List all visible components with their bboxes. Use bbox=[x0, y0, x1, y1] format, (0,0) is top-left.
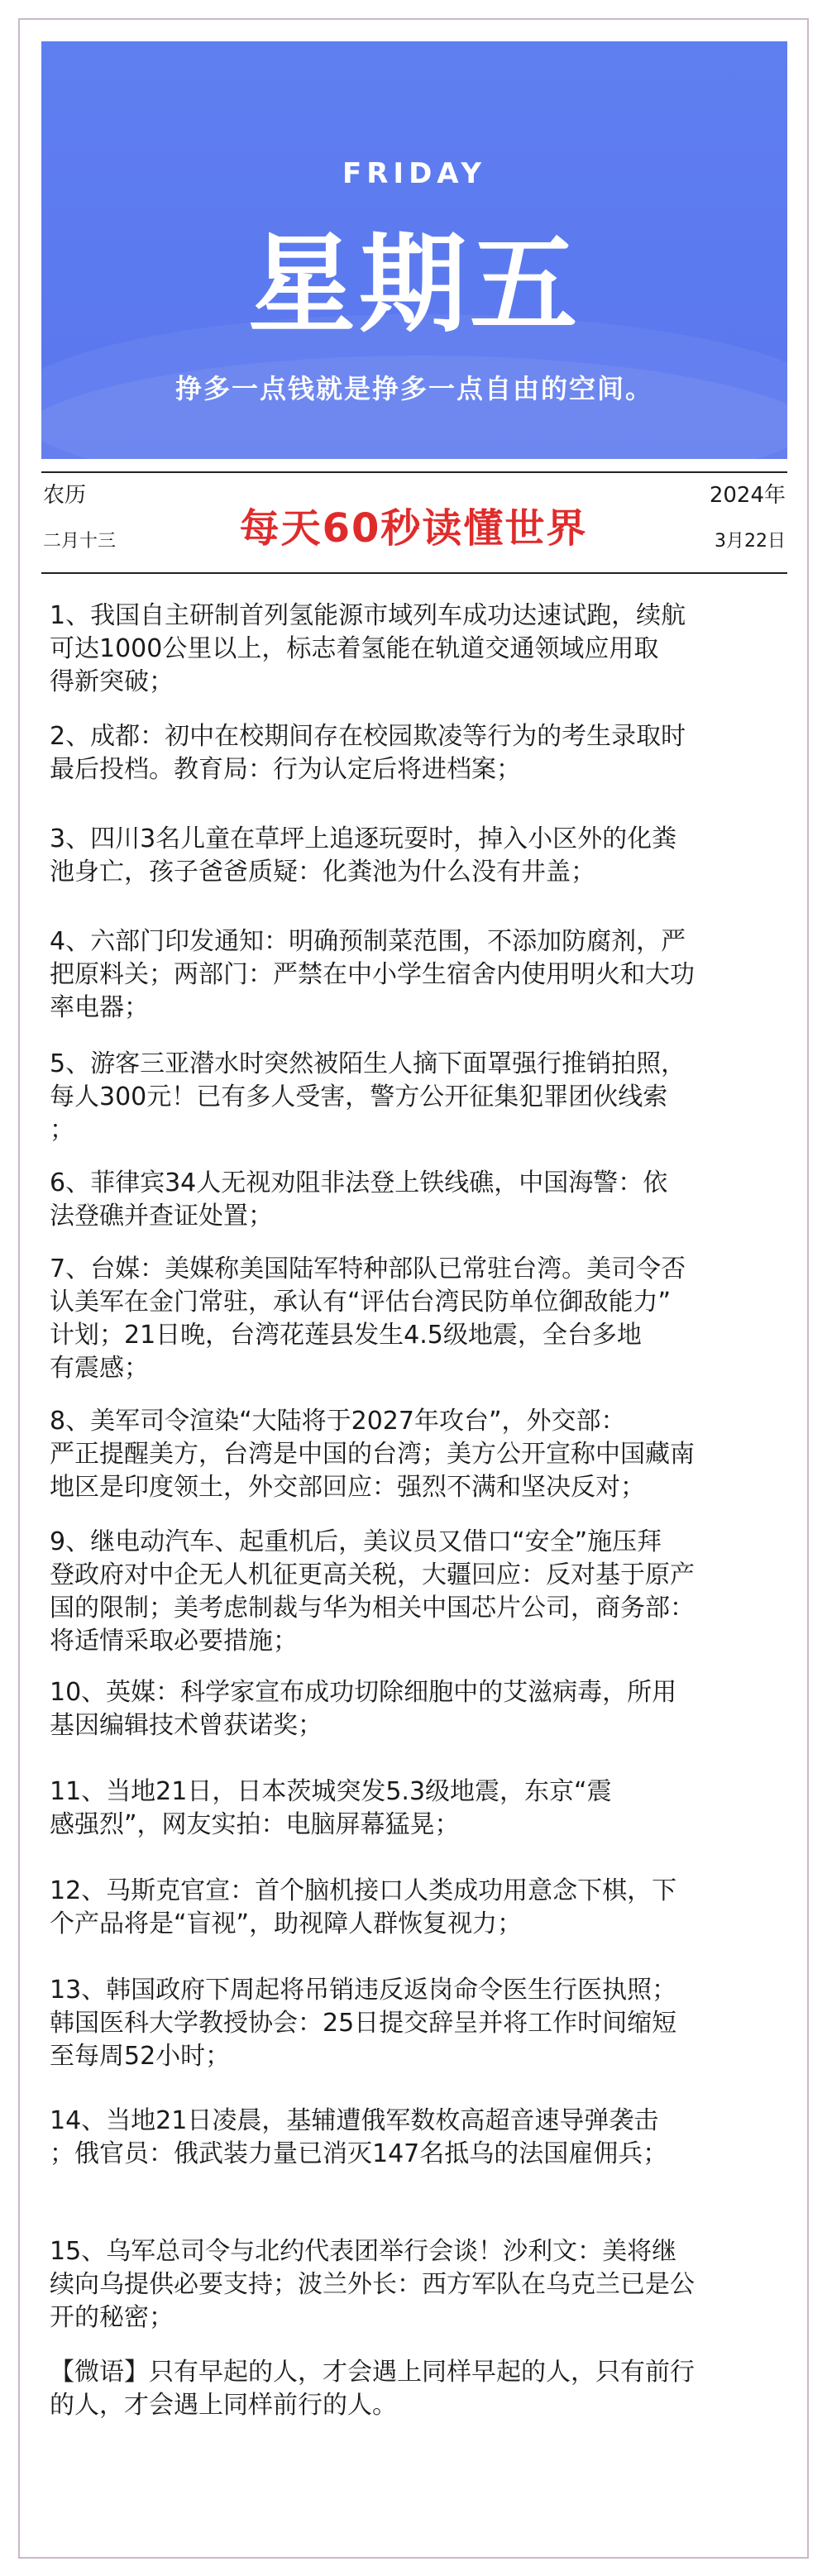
header-bottom-rule bbox=[41, 572, 787, 574]
news-item: 10、英媒：科学家宣布成功切除细胞中的艾滋病毒，所用 基因编辑技术曾获诺奖； bbox=[50, 1678, 677, 1740]
page-title: 每天60秒读懂世界 bbox=[239, 505, 588, 552]
news-item: 15、乌军总司令与北约代表团举行会谈！沙利文：美将继 续向乌提供必要支持；波兰外长：西方军队在乌克兰已是公 开的秘密； bbox=[50, 2237, 695, 2332]
day-banner bbox=[41, 41, 787, 459]
year-label: 2024年 bbox=[709, 483, 786, 508]
news-list bbox=[50, 600, 802, 2422]
news-item: 1、我国自主研制首列氢能源市域列车成功达速试跑，续航 可达1000公里以上，标志着氢能在轨道交通领域应用取 得新突破； bbox=[50, 601, 686, 696]
news-item: 8、美军司令渲染“大陆将于2027年攻台”，外交部： 严正提醒美方，台湾是中国的台湾；美方公开宣称中国藏南 地区是印度领土，外交部回应：强烈不满和坚决反对； bbox=[50, 1407, 695, 1502]
lunar-calendar-label: 农历 bbox=[43, 483, 87, 508]
weekday-chinese: 星期五 bbox=[247, 222, 581, 347]
news-item: 2、成都：初中在校期间存在校园欺凌等行为的考生录取时 最后投档。教育局：行为认定后将进档案； bbox=[50, 722, 686, 784]
news-item: 5、游客三亚潜水时突然被陌生人摘下面罩强行推销拍照， 每人300元！已有多人受害，警方公开征集犯罪团伙线索 ； bbox=[50, 1049, 686, 1145]
month-day-label: 3月22日 bbox=[715, 531, 786, 552]
daily-quote: 【微语】只有早起的人，才会遇上同样早起的人，只有前行 的人，才会遇上同样前行的人。 bbox=[50, 2358, 695, 2420]
lunar-date: 二月十三 bbox=[43, 531, 117, 552]
header-top-rule bbox=[41, 471, 787, 473]
news-item: 6、菲律宾34人无视劝阻非法登上铁线礁，中国海警：依 法登礁并查证处置； bbox=[50, 1169, 668, 1231]
news-item: 4、六部门印发通知：明确预制菜范围，不添加防腐剂，严 把原料关；两部门：严禁在中小学生宿舍内使用明火和大功 率电器； bbox=[50, 927, 695, 1022]
news-item: 13、韩国政府下周起将吊销违反返岗命令医生行医执照； 韩国医科大学教授协会：25日提交辞呈并将工作时间缩短 至每周52小时； bbox=[50, 1976, 677, 2071]
news-item: 3、四川3名儿童在草坪上追逐玩耍时，掉入小区外的化粪 池身亡，孩子爸爸质疑：化粪池为什么没有井盖； bbox=[50, 824, 677, 887]
banner-slogan: 挣多一点钱就是挣多一点自由的空间。 bbox=[174, 373, 653, 404]
news-item: 12、马斯克官宣：首个脑机接口人类成功用意念下棋，下 个产品将是“盲视”，助视障人群恢复视力； bbox=[50, 1876, 677, 1938]
weekday-english: FRIDAY bbox=[342, 157, 486, 190]
news-item: 9、继电动汽车、起重机后，美议员又借口“安全”施压拜 登政府对中企无人机征更高关税，大疆回应：反对基于原产 国的限制；美考虑制裁与华为相关中国芯片公司，商务部： 将适情采取必要措施； bbox=[50, 1527, 695, 1656]
news-item: 11、当地21日，日本茨城突发5.3级地震，东京“震 感强烈”，网友实拍：电脑屏幕猛晃； bbox=[50, 1777, 612, 1839]
news-item: 7、台媒：美媒称美国陆军特种部队已常驻台湾。美司令否 认美军在金门常驻，承认有“评估台湾民防单位御敌能力” 计划；21日晚，台湾花莲县发生4.5级地震，全台多地 有震感； bbox=[50, 1255, 686, 1383]
news-item: 14、当地21日凌晨，基辅遭俄军数枚高超音速导弹袭击 ；俄官员：俄武装力量已消灭147名抵乌的法国雇佣兵； bbox=[50, 2106, 668, 2168]
